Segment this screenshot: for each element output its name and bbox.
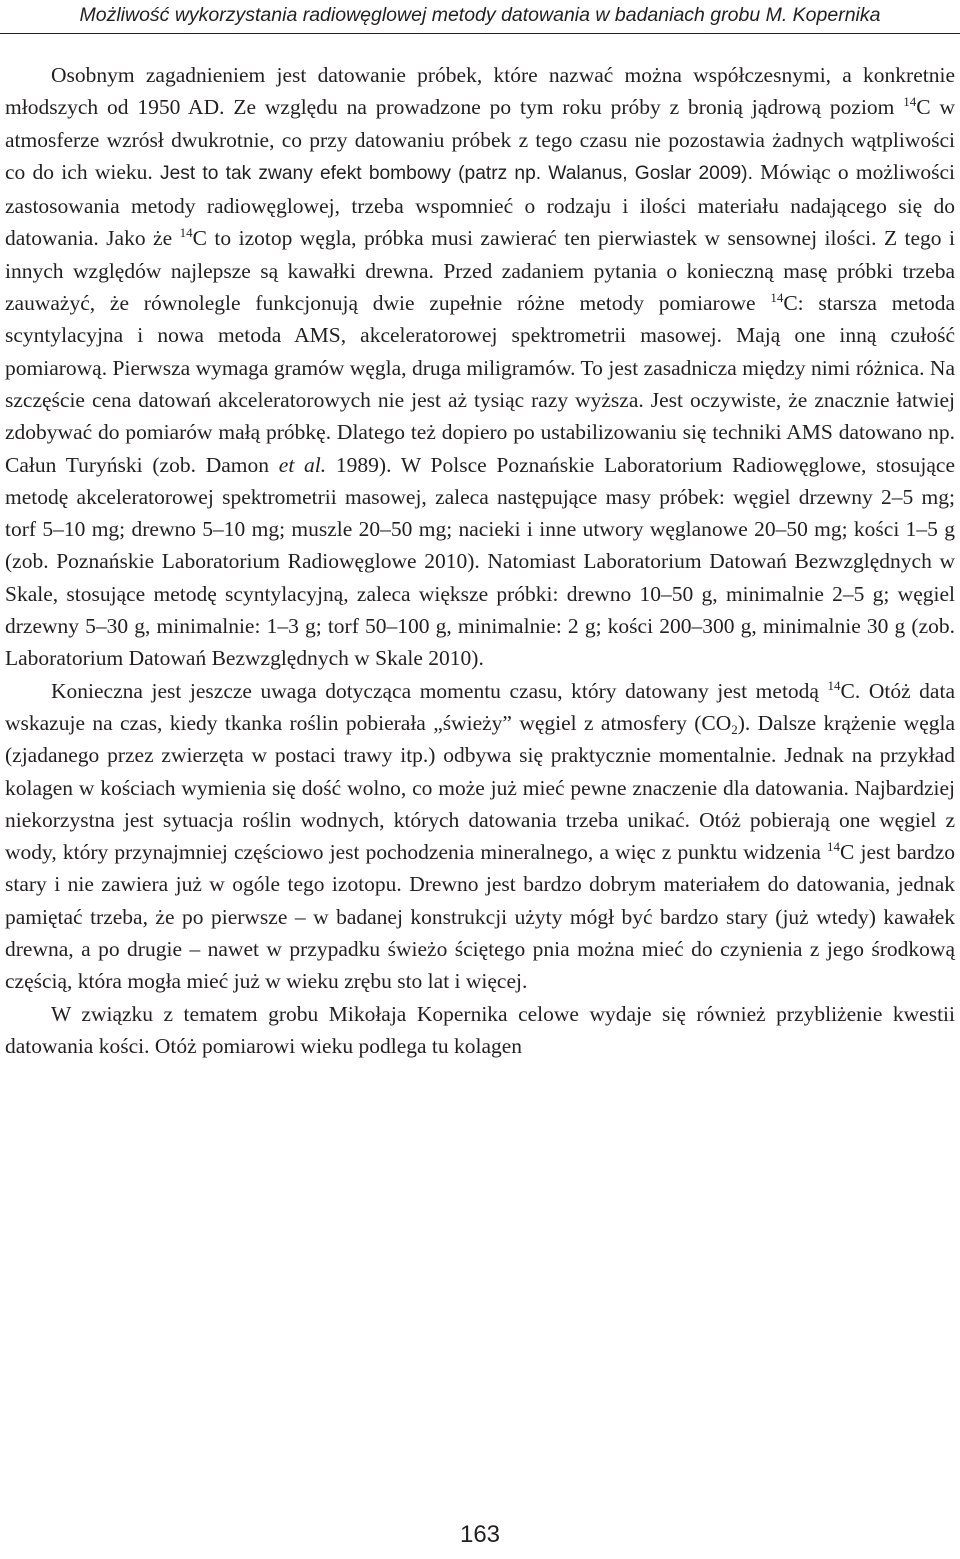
paragraph-1 xyxy=(5,59,955,675)
p2-text-3: ). Dalsze krążenie węgla (zjadanego przez zwierzęta w postaci trawy itp.) odbywa się praktycznie momentalnie. Jednak na przykład kolagen w kościach wymienia się dość wolno, co może już mieć pewne znaczenie dla datowania. Najbardziej niekorzystna jest sytuacja roślin wodnych, których datowania trzeba unikać. Otóż pobierają one węgiel z wody, który przynajmniej częściowo jest pochodzenia mineralnego, a więc z punktu widzenia xyxy=(5,710,956,865)
p1-superscript-3: 14 xyxy=(770,290,784,306)
paragraph-3 xyxy=(5,998,955,1063)
p3-text-1: W związku z tematem grobu Mikołaja Kopernika celowe wydaje się również przybliżenie kwestii datowania kości. Otóż pomiarowi wieku podlega tu kolagen xyxy=(5,1001,955,1058)
article-body xyxy=(5,59,955,1062)
p1-text-3: Mówiąc o możliwości zastosowania metody radiowęglowej, trzeba wspomnieć o rodzaju i ilości materiału nadającego się do datowania. Jako że xyxy=(5,159,955,251)
running-header: Możliwość wykorzystania radiowęglowej metody datowania w badaniach grobu M. Kopernika xyxy=(79,4,881,26)
p1-superscript-1: 14 xyxy=(903,94,917,110)
p1-text-4: C to izotop węgla, próbka musi zawierać ten pierwiastek w sensownej ilości. Z tego i innych względów najlepsze są kawałki drewna. Przed zadaniem pytania o konieczną masę próbki trzeba zauważyć, że równolegle funkcjonują dwie zupełnie różne metody pomiarowe xyxy=(5,226,955,316)
p1-text-6: 1989). W Polsce Poznańskie Laboratorium Radiowęglowe, stosujące metodę akceleratorowej spektrometrii masowej, zaleca następujące masy próbek: węgiel drzewny 2–5 mg; torf 5–10 mg; drewno 5–10 mg; muszle 20–50 mg; nacieki i inne utwory węglanowe 20–50 mg; kości 1–5 g (zob. Poznańskie Laboratorium Radiowęglowe 2010). Natomiast Laboratorium Datowań Bezwzględnych w Skale, stosujące metodę scyntylacyjną, zaleca większe próbki: drewno 10–50 g, minimalnie 2–5 g; węgiel drzewny 5–30 g, minimalnie: 1–3 g; torf 50–100 g, minimalnie: 2 g; kości 200–300 g, minimalnie 30 g (zob. Laboratorium Datowań Bezwzględnych w Skale 2010). xyxy=(5,452,955,671)
p2-superscript-2: 14 xyxy=(827,839,841,855)
p2-superscript-1: 14 xyxy=(827,677,841,693)
p1-italic-et-al: et al. xyxy=(278,452,327,477)
p1-superscript-2: 14 xyxy=(179,225,193,241)
p1-text-5: C: starsza metoda scyntylacyjna i nowa metoda AMS, akceleratorowej spektrometrii masowej. Mają one inną czułość pomiarową. Pierwsza wymaga gramów węgla, druga miligramów. To jest zasadnicza między nimi różnica. Na szczęście cena datowań akceleratorowych nie jest aż tysiąc razy wyższa. Jest oczywiste, że znacznie łatwiej zdobywać do pomiarów małą próbkę. Dlatego też dopiero po ustabilizowaniu się techniki AMS datowano np. Całun Turyński (zob. Damon xyxy=(5,291,956,477)
p2-text-4: C jest bardzo stary i nie zawiera już w ogóle tego izotopu. Drewno jest bardzo dobrym materiałem do datowania, jednak pamiętać trzeba, że po pierwsze – w badanej konstrukcji użyty mógł być bardzo stary (już wtedy) kawałek drewna, a po drugie – nawet w przypadku świeżo ściętego pnia można mieć do czynienia z jego środkową częścią, która mogła mieć już w wieku zrębu sto lat i więcej. xyxy=(5,840,955,994)
p1-text-1: Osobnym zagadnieniem jest datowanie próbek, które nazwać można współczesnymi, a konkretnie młodszych od 1950 AD. Ze względu na prowadzone po tym roku próby z bronią jądrową poziom xyxy=(5,63,955,120)
page-number: 163 xyxy=(459,1521,501,1548)
p1-sans-sentence: Jest to tak zwany efekt bombowy (patrz np. Walanus, Goslar 2009). xyxy=(160,162,753,184)
p2-text-2: C. Otóż data wskazuje na czas, kiedy tkanka roślin pobierała „świeży” węgiel z atmosfery (CO xyxy=(5,678,955,735)
p2-text-1: Konieczna jest jeszcze uwaga dotycząca momentu czasu, który datowany jest metodą xyxy=(51,678,828,703)
paragraph-2 xyxy=(5,675,955,998)
p2-subscript-1: 2 xyxy=(731,721,738,737)
header-divider xyxy=(0,33,960,34)
p1-text-2: C w atmosferze wzrósł dwukrotnie, co przy datowaniu próbek z tego czasu nie pozostawia żadnych wątpliwości co do ich wieku. xyxy=(5,95,955,184)
